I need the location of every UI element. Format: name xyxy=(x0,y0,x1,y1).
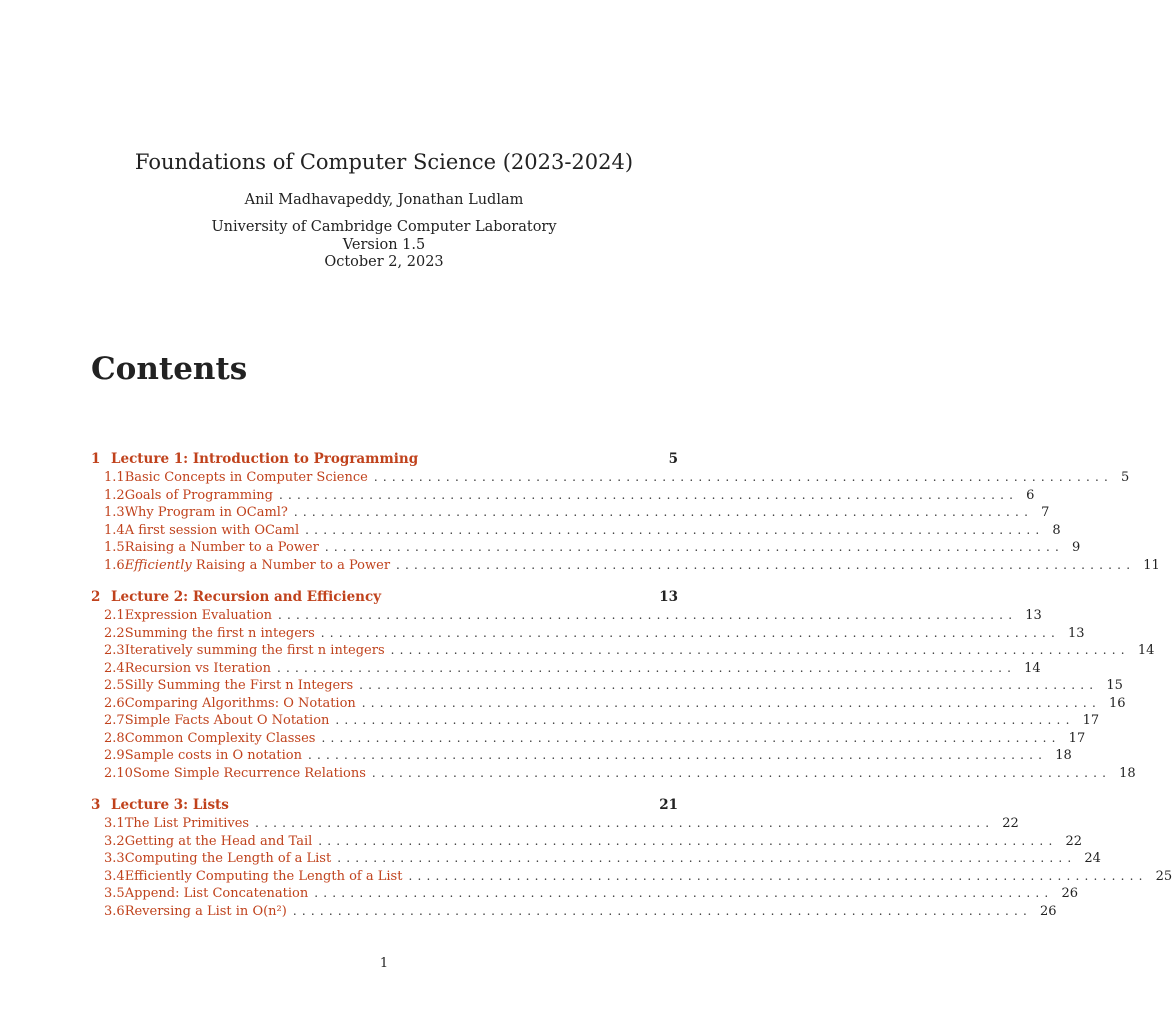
toc-subsection[interactable] xyxy=(91,903,1057,921)
toc-subsection-number: 2.9 xyxy=(104,748,125,763)
toc-subsection-title[interactable]: Expression Evaluation xyxy=(124,608,273,623)
toc-subsection-page: 14 xyxy=(1024,660,1041,676)
toc-subsection-title[interactable]: Computing the Length of a List xyxy=(124,851,332,866)
toc-subsection-title[interactable]: Some Simple Recurrence Relations xyxy=(132,765,366,781)
toc-dot-leader: .................................................................................. xyxy=(314,886,1054,900)
toc-subsection[interactable] xyxy=(91,625,1085,643)
toc-dot-leader: .................................................................................. xyxy=(278,487,1019,502)
toc-subsection-page: 9 xyxy=(1072,540,1081,555)
toc-subsection-number: 2.10 xyxy=(104,765,133,781)
toc-subsection-number: 2.2 xyxy=(104,625,125,641)
toc-dot-leader: .................................................................................. xyxy=(293,505,1034,519)
toc-subsection-title[interactable]: Iteratively summing the first n integers xyxy=(124,643,385,658)
toc-subsection-title[interactable]: Goals of Programming xyxy=(124,487,273,503)
document-date: October 2, 2023 xyxy=(324,254,444,270)
toc-subsection-title[interactable]: Efficiently Computing the Length of a List xyxy=(124,868,403,884)
toc-subsection[interactable] xyxy=(91,642,1155,660)
toc-subsection-page: 22 xyxy=(1065,833,1083,849)
toc-section[interactable] xyxy=(91,795,678,815)
toc-subsection-title[interactable]: Silly Summing the First n Integers xyxy=(124,678,354,693)
toc-subsection-page: 26 xyxy=(1040,903,1057,919)
toc-dot-leader: .................................................................................. xyxy=(276,660,1017,675)
toc-subsection-page: 26 xyxy=(1061,886,1078,901)
toc-subsection-page: 24 xyxy=(1084,851,1101,866)
toc-subsection-page: 5 xyxy=(1121,470,1130,485)
contents-heading: Contents xyxy=(91,351,248,387)
toc-subsection-title[interactable] xyxy=(125,557,390,575)
toc-subsection[interactable] xyxy=(91,522,1061,540)
toc-subsection-title[interactable]: Sample costs in O notation xyxy=(124,748,302,763)
toc-spacer xyxy=(91,574,678,587)
toc-subsection[interactable] xyxy=(91,539,1081,557)
toc-subsection-number: 1.1 xyxy=(104,470,125,485)
toc-subsection[interactable] xyxy=(91,747,1072,765)
toc-dot-leader: .................................................................................. xyxy=(278,608,1018,622)
toc-subsection-page: 17 xyxy=(1082,713,1100,728)
toc-subsection-title[interactable]: A first session with OCaml xyxy=(124,522,300,538)
document-title: Foundations of Computer Science (2023-2024) xyxy=(134,150,634,174)
toc-subsection-page: 13 xyxy=(1067,625,1085,641)
toc-subsection-title[interactable]: Raising a Number to a Power xyxy=(124,540,319,555)
toc-subsection[interactable] xyxy=(91,677,1123,695)
toc-subsection[interactable] xyxy=(91,557,1160,575)
toc-subsection-number: 1.2 xyxy=(104,487,125,503)
toc-subsection-title[interactable]: Why Program in OCaml? xyxy=(124,505,288,520)
toc-dot-leader: .................................................................................. xyxy=(321,730,1061,745)
toc-subsection-number: 3.2 xyxy=(104,833,125,849)
toc-subsection-title[interactable]: Basic Concepts in Computer Science xyxy=(124,470,368,485)
toc-subsection[interactable] xyxy=(91,815,1019,833)
toc-subsection-number: 3.6 xyxy=(104,903,125,919)
toc-subsection-page: 8 xyxy=(1052,522,1061,538)
toc-subsection-title[interactable]: Reversing a List in O(n²) xyxy=(124,903,287,919)
toc-section-title[interactable]: Lecture 2: Recursion and Efficiency xyxy=(111,589,382,605)
toc-dot-leader: .................................................................................. xyxy=(308,748,1048,762)
toc-dot-leader: .................................................................................. xyxy=(255,816,995,830)
toc-dot-leader: .................................................................................. xyxy=(390,643,1130,657)
toc-subsection-number: 2.7 xyxy=(104,713,125,728)
toc-subsection-title-rest: Raising a Number to a Power xyxy=(191,557,391,573)
toc-subsection-number: 2.4 xyxy=(104,660,125,676)
toc-subsection[interactable] xyxy=(91,850,1101,868)
toc-spacer xyxy=(91,782,678,795)
toc-subsection-page: 22 xyxy=(1002,816,1019,831)
toc-subsection-number: 2.6 xyxy=(104,695,125,711)
toc-subsection-title[interactable]: Recursion vs Iteration xyxy=(124,660,271,676)
table-of-contents xyxy=(91,449,1172,920)
toc-subsection-title[interactable]: Getting at the Head and Tail xyxy=(124,833,313,849)
toc-dot-leader: .................................................................................. xyxy=(371,765,1112,780)
toc-subsection-title[interactable]: Common Complexity Classes xyxy=(124,730,316,746)
toc-dot-leader: .................................................................................. xyxy=(337,851,1077,865)
toc-subsection[interactable] xyxy=(91,607,1042,625)
toc-subsection[interactable] xyxy=(91,487,1035,505)
toc-dot-leader: .................................................................................. xyxy=(292,903,1033,918)
toc-dot-leader: .................................................................................. xyxy=(324,540,1064,554)
toc-subsection-number: 1.3 xyxy=(104,505,125,520)
toc-dot-leader: .................................................................................. xyxy=(318,833,1058,848)
toc-section-page: 21 xyxy=(659,797,678,813)
toc-subsection-title[interactable]: Comparing Algorithms: O Notation xyxy=(124,695,356,711)
toc-subsection-number: 1.6 xyxy=(104,557,125,573)
toc-subsection-number: 2.3 xyxy=(104,643,125,658)
toc-subsection-page: 18 xyxy=(1055,748,1072,763)
toc-subsection-page: 17 xyxy=(1068,730,1086,746)
toc-section[interactable] xyxy=(91,587,678,607)
document-affiliation: University of Cambridge Computer Laboratory xyxy=(211,219,557,235)
toc-section[interactable] xyxy=(91,449,678,469)
document-authors: Anil Madhavapeddy, Jonathan Ludlam xyxy=(244,192,524,208)
toc-subsection[interactable] xyxy=(91,660,1041,678)
toc-subsection-page: 13 xyxy=(1025,608,1042,623)
toc-dot-leader: .................................................................................. xyxy=(396,557,1136,572)
toc-subsection-page: 7 xyxy=(1041,505,1050,520)
toc-subsection[interactable] xyxy=(91,504,1050,522)
toc-dot-leader: .................................................................................. xyxy=(359,678,1099,692)
toc-section-number: 2 xyxy=(91,589,101,605)
toc-subsection-page: 18 xyxy=(1119,765,1136,781)
toc-subsection-page: 16 xyxy=(1108,695,1126,711)
toc-subsection-title[interactable]: The List Primitives xyxy=(124,816,250,831)
toc-subsection[interactable] xyxy=(91,765,1136,783)
toc-subsection-number: 2.5 xyxy=(104,678,125,693)
document-version: Version 1.5 xyxy=(342,236,426,253)
toc-subsection[interactable] xyxy=(91,730,1086,748)
toc-subsection-number: 3.5 xyxy=(104,886,125,901)
toc-dot-leader: .................................................................................. xyxy=(361,695,1101,710)
toc-subsection[interactable] xyxy=(91,833,1083,851)
toc-subsection-number: 2.8 xyxy=(104,730,125,746)
toc-subsection-page: 14 xyxy=(1137,643,1155,658)
toc-subsection-page: 15 xyxy=(1106,678,1123,693)
toc-subsection[interactable] xyxy=(91,469,1130,487)
toc-subsection-number: 3.3 xyxy=(104,851,125,866)
toc-section-title[interactable]: Lecture 1: Introduction to Programming xyxy=(111,451,419,467)
toc-dot-leader: .................................................................................. xyxy=(373,470,1113,484)
toc-section-page: 5 xyxy=(668,451,678,467)
toc-subsection-number: 3.4 xyxy=(104,868,125,884)
toc-dot-leader: .................................................................................. xyxy=(335,713,1075,727)
toc-subsection-number: 1.4 xyxy=(104,522,125,538)
toc-subsection-number: 1.5 xyxy=(104,540,125,555)
toc-section-number: 3 xyxy=(91,797,101,813)
toc-section-title[interactable]: Lecture 3: Lists xyxy=(111,797,229,813)
toc-subsection-number: 3.1 xyxy=(104,816,125,831)
toc-subsection[interactable] xyxy=(91,695,1126,713)
toc-dot-leader: .................................................................................. xyxy=(320,625,1060,640)
toc-subsection-page: 6 xyxy=(1026,487,1035,503)
toc-subsection-title-emphasis: Efficiently xyxy=(124,557,192,573)
toc-subsection-number: 2.1 xyxy=(104,608,125,623)
document-affiliation-block xyxy=(0,219,768,272)
toc-subsection-page: 25 xyxy=(1155,868,1172,884)
toc-dot-leader: .................................................................................. xyxy=(408,868,1148,883)
toc-subsection-page: 11 xyxy=(1143,557,1160,573)
toc-subsection[interactable] xyxy=(91,868,1172,886)
toc-dot-leader: .................................................................................. xyxy=(305,522,1045,537)
toc-section-page: 13 xyxy=(659,589,678,605)
toc-subsection-title[interactable]: Summing the first n integers xyxy=(124,625,315,641)
toc-subsection[interactable] xyxy=(91,885,1078,903)
toc-subsection-title[interactable]: Simple Facts About O Notation xyxy=(124,713,330,728)
toc-section-number: 1 xyxy=(91,451,101,467)
toc-subsection[interactable] xyxy=(91,712,1100,730)
toc-subsection-title[interactable]: Append: List Concatenation xyxy=(124,886,309,901)
page-number: 1 xyxy=(379,956,389,971)
